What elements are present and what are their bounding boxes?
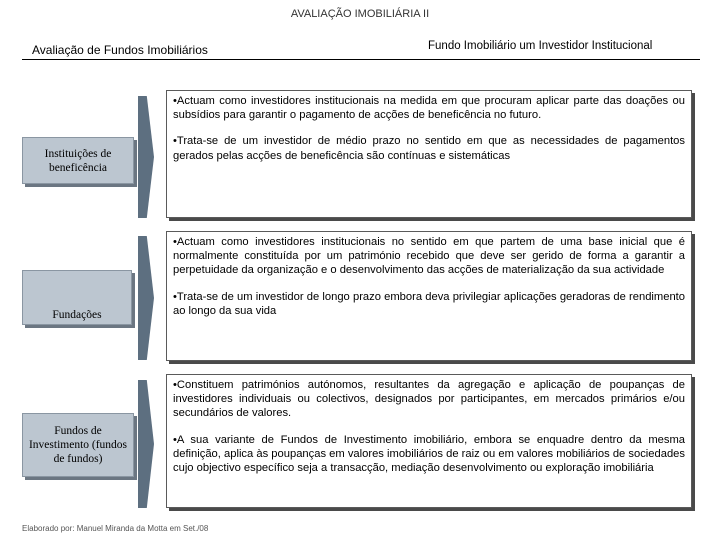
header-divider (22, 59, 700, 60)
section-subtitle: Avaliação de Fundos Imobiliários (32, 43, 208, 57)
label-instituicoes-beneficencia: Instituições de beneficência (22, 137, 134, 184)
bullet-text: •Trata-se de um investidor de médio prazo no sentido em que as necessidades de pagamentos gerados pelas acções de beneficência são contínuas e sistemáticas (173, 135, 685, 162)
bullet-text: •Constituem patrimónios autónomos, resultantes da agregação e aplicação de poupanças de investidores individuais ou colectivos, designados por participantes, em mercados primários e/ou secundários de valores. (173, 379, 685, 420)
arrow-bracket-icon (138, 380, 154, 508)
bullet-text: •A sua variante de Fundos de Investimento imobiliário, embora se enquadre dentro da mesma definição, aplica às poupanças em valores imobiliários de raiz ou em valores mobiliários de sociedades cujo objectivo específico seja a transacção, mediação desenvolvimento ou exploração imobiliária (173, 433, 685, 475)
label-fundos-investimento: Fundos de Investimento (fundos de fundos) (22, 413, 134, 477)
footer-credit: Elaborado por: Manuel Miranda da Motta em Set./08 (22, 524, 209, 533)
page-title: AVALIAÇÃO IMOBILIÁRIA II (290, 8, 430, 20)
content-box-fundos (166, 374, 692, 508)
slide-heading: Fundo Imobiliário um Investidor Institucional (428, 40, 653, 52)
content-box-instituicoes (166, 90, 692, 218)
arrow-bracket-icon (138, 236, 154, 360)
bullet-text: •Actuam como investidores institucionais na medida em que procuram aplicar parte das doações ou subsídios para garantir o pagamento de acções de beneficência no futuro. (173, 95, 685, 122)
arrow-bracket-icon (138, 96, 154, 218)
content-box-fundacoes (166, 231, 692, 361)
bullet-text: •Trata-se de um investidor de longo prazo embora deva privilegiar aplicações geradoras de rendimento ao longo da sua vida (173, 290, 685, 317)
label-fundacoes: Fundações (22, 270, 132, 325)
bullet-text: •Actuam como investidores institucionais no sentido em que partem de uma base inicial que é normalmente constituída por um património recebido que deve ser gerido de forma a garantir a perpetuidade da organização e o desenvolvimento das acções de materialização da sua actividade (173, 236, 685, 277)
